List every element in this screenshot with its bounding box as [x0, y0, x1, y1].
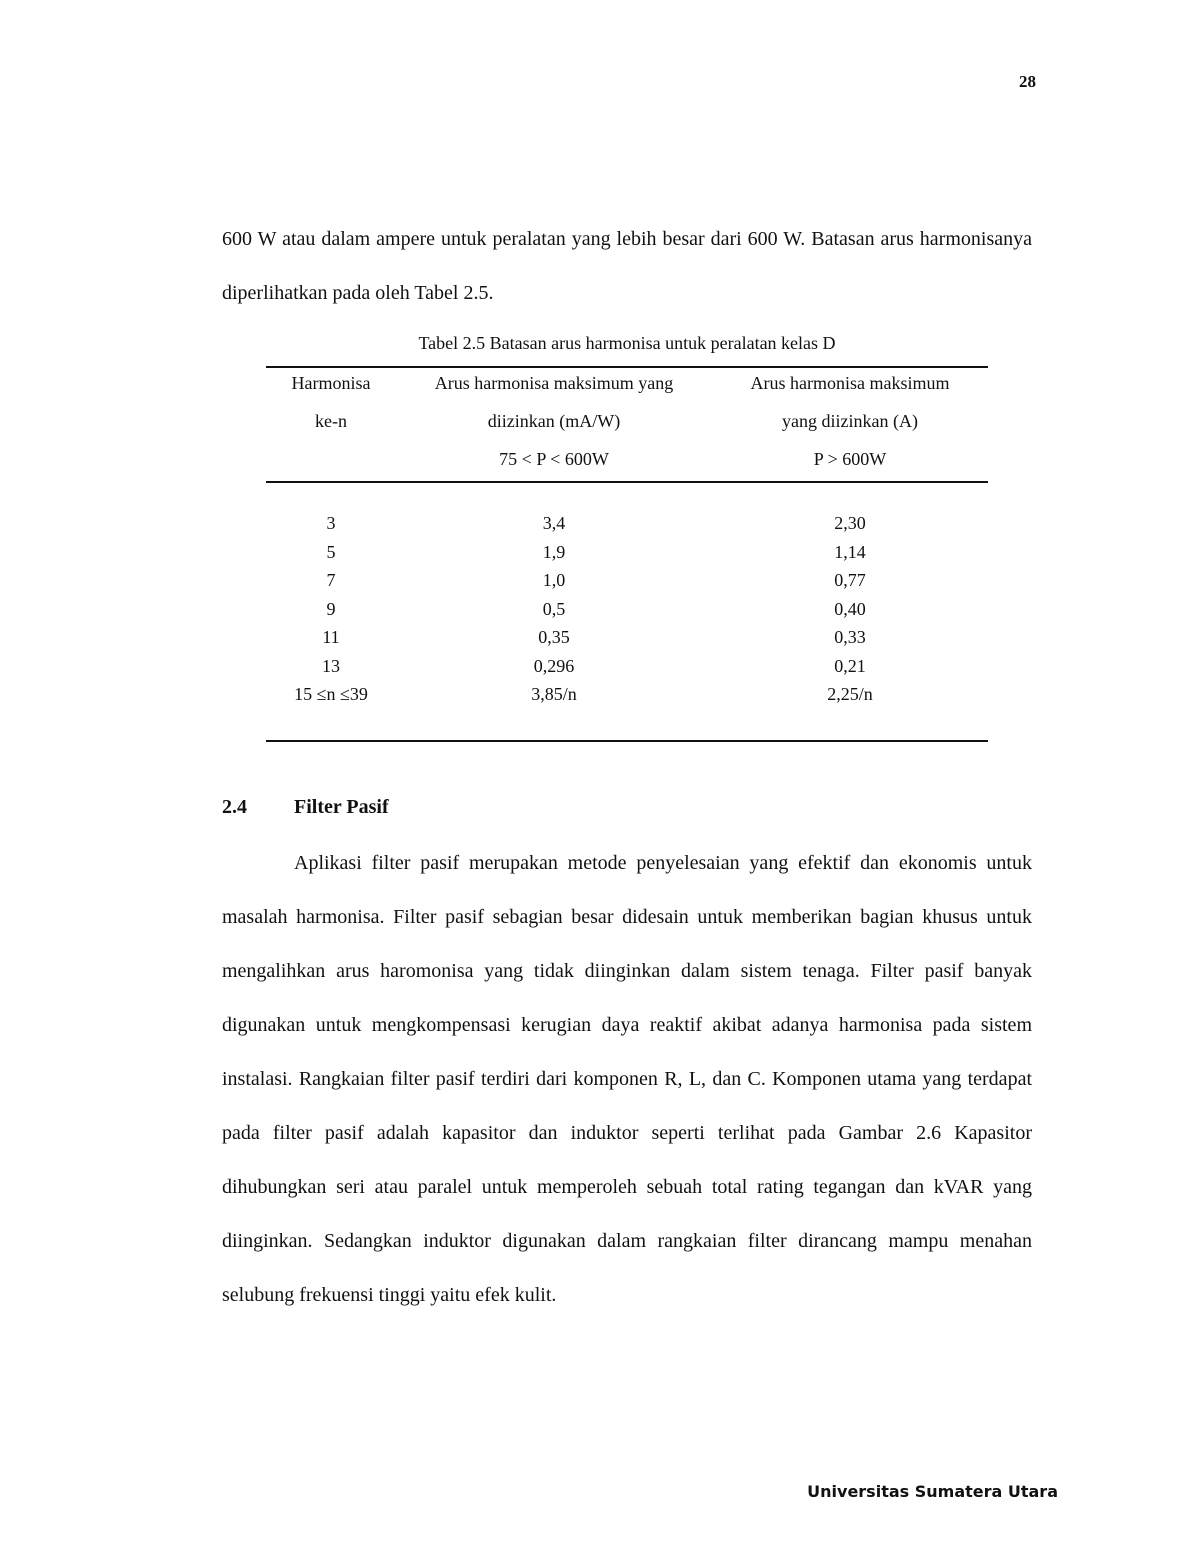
cell-max-ma-per-w: 1,0 — [542, 570, 566, 590]
header-cell-line: 75 < P < 600W — [499, 449, 609, 469]
table-bottom-rule — [266, 740, 988, 742]
page-number: 28 — [1019, 72, 1036, 91]
header-cell-line: yang diizinkan (A) — [782, 411, 918, 431]
header-max-current-ampere — [712, 364, 988, 478]
table-row — [266, 538, 988, 567]
cell-harmonic-order: 15 ≤n ≤39 — [294, 684, 368, 704]
header-cell-line: Arus harmonisa maksimum — [750, 373, 950, 393]
table-caption: Tabel 2.5 Batasan arus harmonisa untuk peralatan kelas D — [418, 333, 836, 353]
cell-max-ma-per-w: 1,9 — [542, 541, 566, 562]
header-cell-line: P > 600W — [813, 449, 887, 469]
cell-max-ampere: 1,14 — [834, 541, 866, 562]
section-title: Filter Pasif — [294, 796, 389, 818]
cell-max-ma-per-w: 3,85/n — [531, 684, 577, 704]
header-max-current-ma-per-w — [396, 364, 712, 478]
cell-max-ampere: 0,33 — [834, 627, 866, 647]
cell-harmonic-order: 5 — [326, 541, 336, 562]
table-row — [266, 566, 988, 595]
cell-harmonic-order: 11 — [322, 627, 340, 647]
table-row — [266, 595, 988, 624]
cell-max-ma-per-w: 0,5 — [542, 598, 566, 619]
table-row — [266, 509, 988, 538]
cell-max-ampere: 0,77 — [834, 570, 866, 590]
cell-max-ampere: 2,30 — [834, 513, 866, 533]
cell-harmonic-order: 13 — [322, 655, 340, 676]
cell-max-ampere: 0,40 — [834, 598, 866, 619]
table-row — [266, 680, 988, 709]
table-body — [266, 509, 988, 709]
header-harmonic-order — [266, 364, 396, 440]
cell-max-ma-per-w: 0,296 — [533, 655, 575, 676]
cell-max-ma-per-w: 0,35 — [538, 627, 570, 647]
table-row — [266, 652, 988, 681]
cell-harmonic-order: 3 — [326, 513, 336, 533]
cell-max-ma-per-w: 3,4 — [542, 513, 566, 533]
section-number: 2.4 — [222, 796, 247, 818]
header-cell-line: Harmonisa — [291, 373, 371, 393]
table-header-rule — [266, 481, 988, 483]
intro-paragraph: 600 W atau dalam ampere untuk peralatan yang lebih besar dari 600 W. Batasan arus harmonisanya diperlihatkan pada oleh Tabel 2.5. — [222, 228, 1032, 304]
table-row — [266, 623, 988, 652]
cell-max-ampere: 2,25/n — [827, 684, 873, 704]
cell-harmonic-order: 9 — [326, 598, 336, 619]
header-cell-line: diizinkan (mA/W) — [487, 411, 621, 431]
header-cell-line: Arus harmonisa maksimum yang — [434, 373, 674, 393]
cell-max-ampere: 0,21 — [834, 655, 866, 676]
body-paragraph: Aplikasi filter pasif merupakan metode penyelesaian yang efektif dan ekonomis untuk masalah harmonisa. Filter pasif sebagian besar didesain untuk memberikan bagian khusus untuk mengalihkan arus haromonisa yang tidak diinginkan dalam sistem tenaga. Filter pasif banyak digunakan untuk mengkompensasi kerugian daya reaktif akibat adanya harmonisa pada sistem instalasi. Rangkaian filter pasif terdiri dari komponen R, L, dan C. Komponen utama yang terdapat pada filter pasif adalah kapasitor dan induktor seperti terlihat pada Gambar 2.6 Kapasitor dihubungkan seri atau paralel untuk memperoleh sebuah total rating tegangan dan kVAR yang diinginkan. Sedangkan induktor digunakan dalam rangkaian filter dirancang mampu menahan selubung frekuensi tinggi yaitu efek kulit. — [222, 852, 1032, 1306]
header-cell-line: ke-n — [315, 411, 347, 431]
footer-university: Universitas Sumatera Utara — [807, 1482, 1058, 1501]
cell-harmonic-order: 7 — [326, 570, 336, 590]
